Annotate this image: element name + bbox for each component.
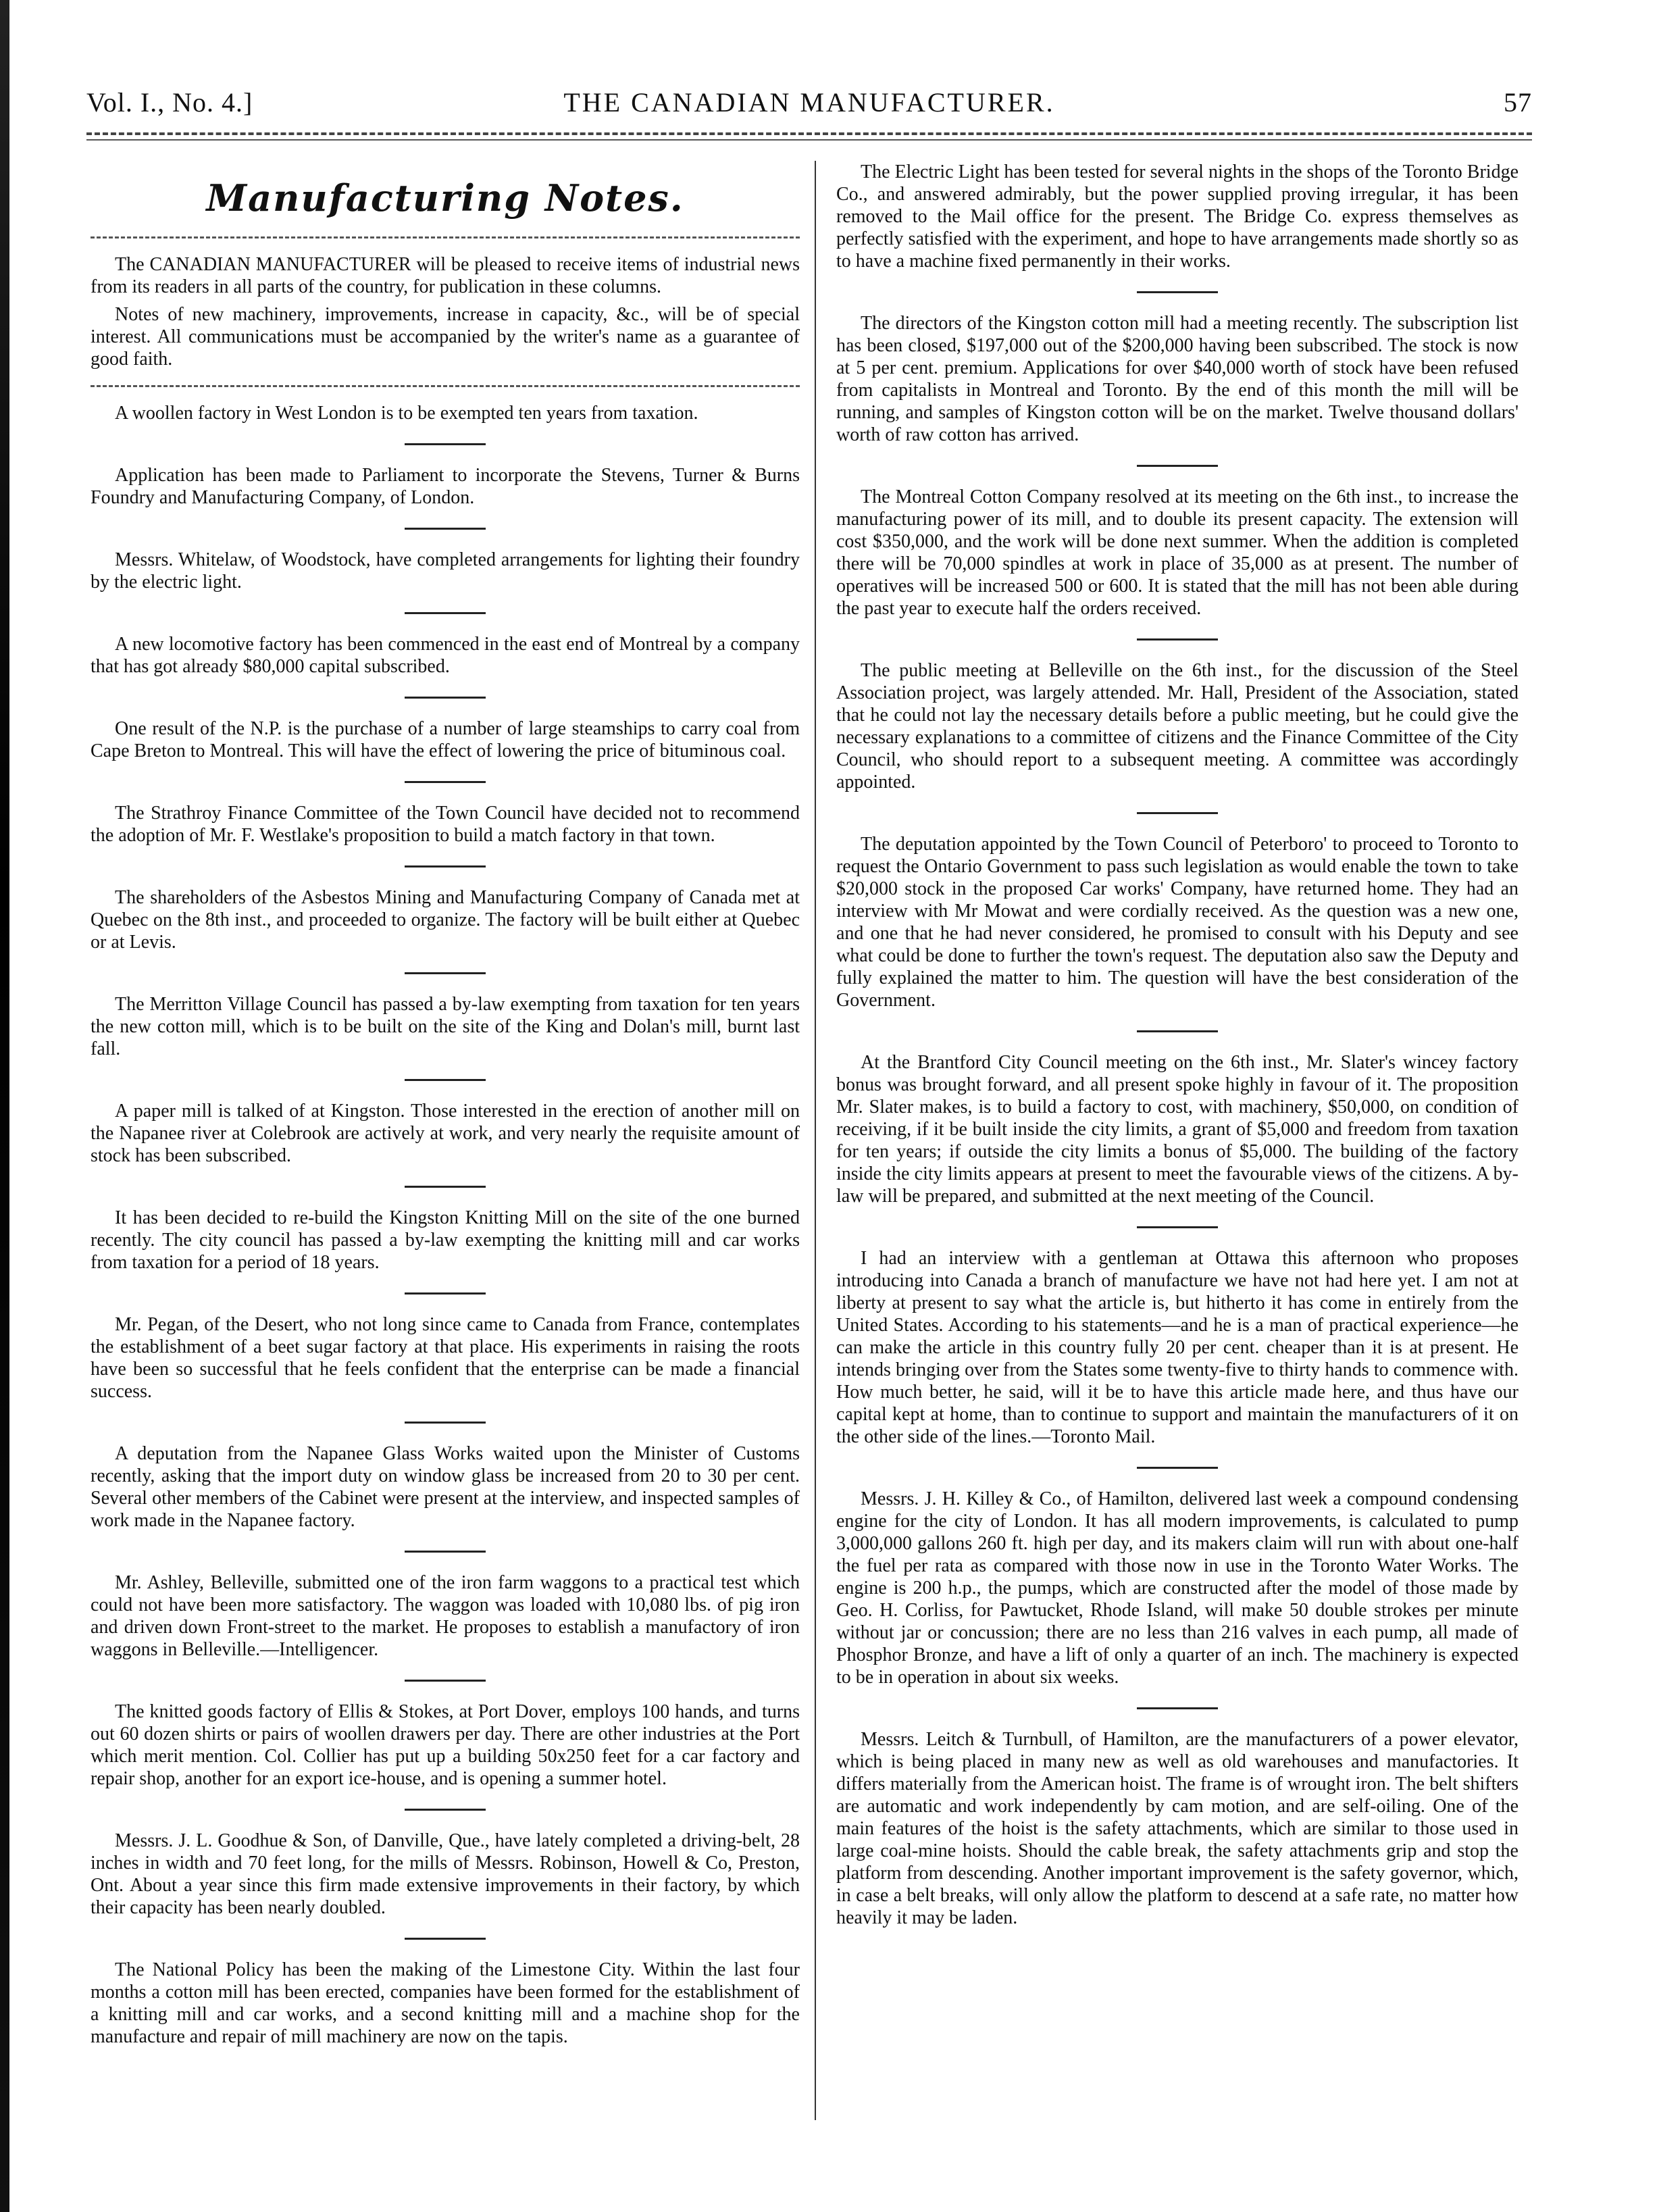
- note-item: Application has been made to Parliament to incorporate the Stevens, Turner & Burns Foundry and Manufacturing Company, of London.: [91, 465, 800, 508]
- page-header: [86, 86, 1532, 127]
- volume-number: Vol. I., No. 4.]: [86, 87, 253, 118]
- note-separator: [1137, 1226, 1218, 1228]
- intro-rule: [91, 385, 800, 387]
- right-column: [836, 161, 1518, 1929]
- note-separator: [405, 972, 486, 974]
- note-separator: [405, 1680, 486, 1682]
- note-separator: [405, 443, 486, 445]
- note-separator: [1137, 638, 1218, 640]
- note-separator: [405, 528, 486, 530]
- publication-title: THE CANADIAN MANUFACTURER.: [563, 87, 1055, 118]
- note-separator: [405, 697, 486, 699]
- scan-edge: [0, 0, 9, 2212]
- note-separator: [405, 1079, 486, 1081]
- intro-paragraph: The CANADIAN MANUFACTURER will be pleased to receive items of industrial news from its readers in all parts of the country, for publication in these columns.: [91, 254, 800, 297]
- intro-paragraph: Notes of new machinery, improvements, increase in capacity, &c., will be of special interest. All communications must be accompanied by the writer's name as a guarantee of good faith.: [91, 304, 800, 370]
- note-item: The directors of the Kingston cotton mill had a meeting recently. The subscription list has been closed, $197,000 out of the $200,000 having been subscribed. The stock is now at 5 per cent. premium. Applications for over $40,000 worth of stock have been refused from capitalists in Montreal and Toronto. By the end of this month the mill will be running, and samples of Kingston cotton will be on the market. Twelve thousand dollars' worth of raw cotton has arrived.: [836, 313, 1518, 445]
- page-number: 57: [1504, 87, 1532, 118]
- note-separator: [405, 1186, 486, 1188]
- note-separator: [405, 612, 486, 614]
- note-separator: [1137, 1030, 1218, 1032]
- note-item: Messrs. J. H. Killey & Co., of Hamilton, delivered last week a compound condensing engine for the city of London. It has all modern improvements, is calculated to pump 3,000,000 gallons 260 ft. high per day, and its makers claim will run with about one-half the fuel per rata as compared with those now in use in the Toronto Water Works. The engine is 200 h.p., the pumps, which are constructed after the model of those made by Geo. H. Corliss, for Pawtucket, Rhode Island, will make 50 double strokes per minute without jar or concussion; there are no less than 216 valves in each pump, all made of Phosphor Bronze, and have a lift of only a quarter of an inch. The machinery is expected to be in operation in about six weeks.: [836, 1488, 1518, 1688]
- note-item: The public meeting at Belleville on the 6th inst., for the discussion of the Steel Association project, was largely attended. Mr. Hall, President of the Association, stated that he could not lay the necessary details before a public meeting, but he could give the necessary explanations to a committee of citizens and the Finance Committee of the City Council, who should report to a subsequent meeting. A committee was accordingly appointed.: [836, 660, 1518, 793]
- note-separator: [1137, 1707, 1218, 1709]
- note-separator: [405, 1551, 486, 1553]
- note-item: The Merritton Village Council has passed a by-law exempting from taxation for ten years the new cotton mill, which is to be built on the site of the King and Dolan's mill, burnt last fall.: [91, 994, 800, 1059]
- note-item: I had an interview with a gentleman at Ottawa this afternoon who proposes introducing into Canada a branch of manufacture we have not had here yet. I am not at liberty at present to say what the article is, but hitherto it has come in entirely from the United States. According to his statements—and he is a man of practical experience—he can make the article in this country fully 20 per cent. cheaper than it is at present. He intends bringing over from the States some twenty-five to thirty hands to commence with. How much better, he said, will it be to have this article made here, and thus have our capital kept at home, than to continue to support and maintain the manufacturers of it on the other side of the lines.—Toronto Mail.: [836, 1248, 1518, 1447]
- note-separator: [405, 1422, 486, 1424]
- note-separator: [1137, 1467, 1218, 1469]
- header-rule-solid: [86, 139, 1532, 141]
- note-item: A paper mill is talked of at Kingston. Those interested in the erection of another mill on the Napanee river at Colebrook are actively at work, and very nearly the requisite amount of stock has been subscribed.: [91, 1101, 800, 1166]
- heading-rule: [91, 236, 800, 238]
- note-item: It has been decided to re-build the Kingston Knitting Mill on the site of the one burned recently. The city council has passed a by-law exempting the knitting mill and car works from taxation for a period of 18 years.: [91, 1207, 800, 1273]
- note-item: Messrs. Leitch & Turnbull, of Hamilton, are the manufacturers of a power elevator, which is being placed in many new as well as old warehouses and manufactories. It differs materially from the American hoist. The frame is of wrought iron. The belt shifters are automatic and work independently by cam motion, and are self-oiling. One of the main features of the hoist is the safety attachments, which are similar to those used in large coal-mine hoists. Should the cable break, the safety attachments grip and stop the platform from descending. Another important improvement is the safety governor, which, in case a belt breaks, will only allow the platform to descend at a safe rate, no matter how heavily it may be laden.: [836, 1729, 1518, 1928]
- note-separator: [405, 781, 486, 783]
- header-rule-dashed: [86, 132, 1532, 135]
- note-item: A new locomotive factory has been commenced in the east end of Montreal by a company that has got already $80,000 capital subscribed.: [91, 634, 800, 677]
- note-item: A woollen factory in West London is to be exempted ten years from taxation.: [115, 403, 698, 424]
- note-separator: [1137, 812, 1218, 814]
- note-item: Mr. Pegan, of the Desert, who not long since came to Canada from France, contemplates the establishment of a beet sugar factory at that place. His experiments in raising the roots have been so successful that he feels confident that the enterprise can be made a financial success.: [91, 1314, 800, 1402]
- note-item: Messrs. J. L. Goodhue & Son, of Danville, Que., have lately completed a driving-belt, 28 inches in width and 70 feet long, for the mills of Messrs. Robinson, Howell & Co, Preston, Ont. About a year since this firm made extensive improvements in their factory, by which their capacity has been nearly doubled.: [91, 1830, 800, 1918]
- note-item: The deputation appointed by the Town Council of Peterboro' to proceed to Toronto to request the Ontario Government to pass such legislation as would enable the town to take $20,000 stock in the proposed Car works' Company, have returned home. They had an interview with Mr Mowat and were cordially received. As the question was a new one, and one that he had never considered, he promised to consult with his Deputy and see what could be done to further the town's request. The deputation also saw the Deputy and fully explained the matter to him. The question will have the best consideration of the Government.: [836, 834, 1518, 1011]
- note-item: At the Brantford City Council meeting on the 6th inst., Mr. Slater's wincey factory bonus was brought forward, and all present spoke highly in favour of it. The proposition Mr. Slater makes, is to build a factory to cost, with machinery, $50,000, on condition of receiving, if it be built inside the city limits, a grant of $5,000 and freedom from taxation for ten years; if outside the city limits a bonus of $5,000. The building of the factory inside the city limits appears at present to meet the favourable views of the citizens. A by-law will be prepared, and submitted at the next meeting of the Council.: [836, 1052, 1518, 1207]
- note-item: The shareholders of the Asbestos Mining and Manufacturing Company of Canada met at Quebec on the 8th inst., and proceeded to organize. The factory will be built either at Quebec or at Levis.: [91, 887, 800, 953]
- left-column: [91, 161, 800, 2048]
- note-item: Messrs. Whitelaw, of Woodstock, have completed arrangements for lighting their foundry by the electric light.: [91, 549, 800, 593]
- note-separator: [1137, 465, 1218, 467]
- column-divider: [815, 161, 816, 2120]
- note-item: The Electric Light has been tested for several nights in the shops of the Toronto Bridge Co., and answered admirably, but the power supplied proving irregular, it has been removed to the Mail office for the present. The Bridge Co. express themselves as perfectly satisfied with the experiment, and hope to have arrangements made shortly so as to have a machine fixed permanently in their works.: [836, 161, 1518, 272]
- note-item: The Montreal Cotton Company resolved at its meeting on the 6th inst., to increase the manufacturing power of its mill, and to double its present capacity. The extension will cost $350,000, and the work will be done next summer. When the addition is completed there will be 70,000 spindles at work in place of 35,000 as at present. The number of operatives will be increased 500 or 600. It is stated that the mill has not been able during the past year to execute half the orders received.: [836, 486, 1518, 619]
- note-separator: [405, 1809, 486, 1811]
- note-item: Mr. Ashley, Belleville, submitted one of the iron farm waggons to a practical test which could not have been more satisfactory. The waggon was loaded with 10,080 lbs. of pig iron and driven down Front-street to the market. He proposes to establish a manufactory of iron waggons in Belleville.—Intelligencer.: [91, 1572, 800, 1660]
- note-item: A deputation from the Napanee Glass Works waited upon the Minister of Customs recently, asking that the import duty on window glass be increased from 20 to 30 per cent. Several other members of the Cabinet were present at the interview, and inspected samples of work made in the Napanee factory.: [91, 1443, 800, 1531]
- note-item: One result of the N.P. is the purchase of a number of large steamships to carry coal from Cape Breton to Montreal. This will have the effect of lowering the price of bituminous coal.: [91, 718, 800, 761]
- note-item: The National Policy has been the making of the Limestone City. Within the last four months a cotton mill has been erected, companies have been formed for the establishment of a knitting mill and car works, and a second knitting mill and a machine shop for the manufacture and repair of mill machinery are now on the tapis.: [91, 1959, 800, 2047]
- note-separator: [405, 865, 486, 868]
- note-separator: [405, 1292, 486, 1294]
- note-item: The Strathroy Finance Committee of the Town Council have decided not to recommend the adoption of Mr. F. Westlake's proposition to build a match factory in that town.: [91, 803, 800, 846]
- section-heading: Manufacturing Notes.: [206, 176, 684, 220]
- note-separator: [1137, 291, 1218, 293]
- note-separator: [405, 1938, 486, 1940]
- note-item: The knitted goods factory of Ellis & Stokes, at Port Dover, employs 100 hands, and turns out 60 dozen shirts or pairs of woollen drawers per day. There are other industries at the Port which merit mention. Col. Collier has put up a building 50x250 feet for a car factory and repair shop, another for an export ice-house, and is opening a summer hotel.: [91, 1701, 800, 1789]
